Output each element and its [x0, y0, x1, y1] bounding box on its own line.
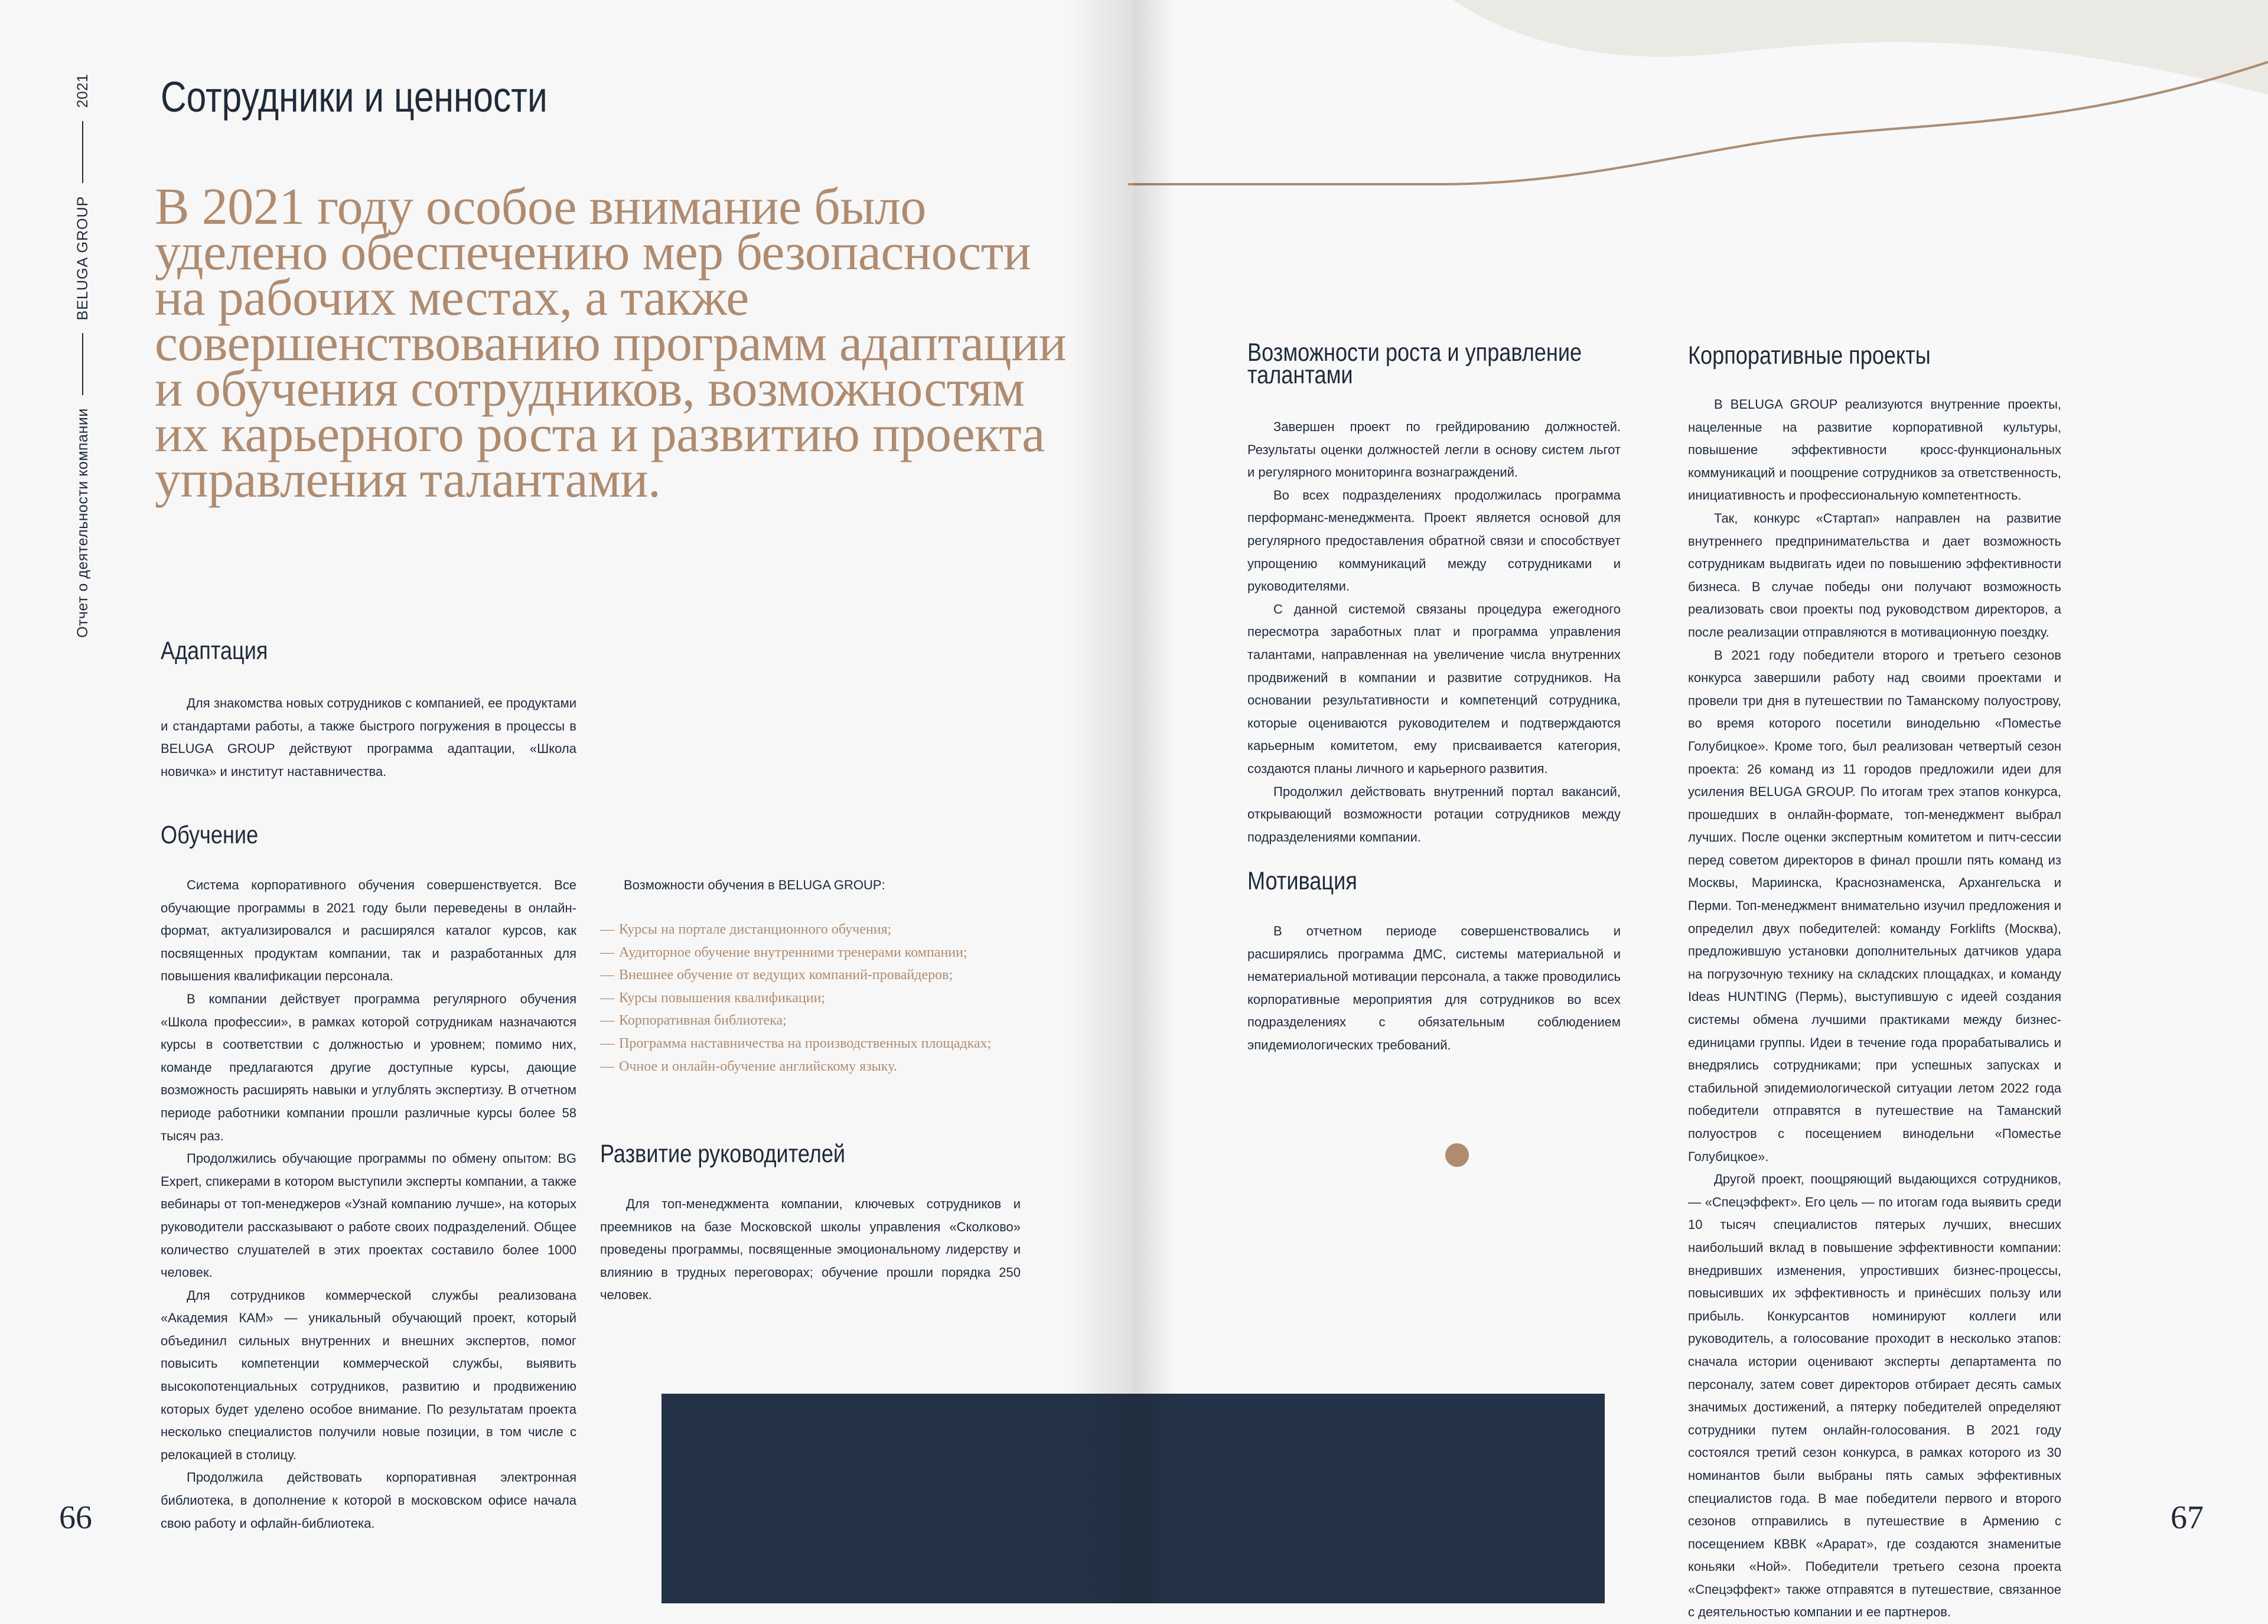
running-head-year: 2021 [74, 74, 91, 108]
paragraph: С данной системой связаны процедура ежегодного пересмотра заработных плат и программа управления талантами, направленная на увеличение числа внутренних продвижений в компании и развитие сотрудников. На основании результативности и компетенций сотрудника, которые оцениваются руководителем и подтверждаются карьерным комитетом, ему присваивается категория, создаются планы личного и карьерного развития. [1247, 601, 1621, 776]
decorative-block-right [1134, 1394, 1605, 1603]
opportunities-list [600, 918, 1031, 1078]
running-head-divider [82, 333, 83, 395]
running-head-brand: BELUGA GROUP [74, 195, 91, 321]
list-item: — Очное и онлайн-обучение английскому языку. [600, 1058, 897, 1074]
wave-shape [1453, 0, 2268, 94]
paragraph: В 2021 году победители второго и третьего сезонов конкурса завершили работу над своими проектами и провели три дня в путешествии по Таманскому полуострову, во время которого посетили винодельню «Поместье Голубицкое». Кроме того, был реализован четвертый сезон проекта: 26 команд из 11 городов предложили идеи для усиления BELUGA GROUP. По итогам трех этапов конкурса, прошедших в онлайн-формате, топ-менеджмент выбрал лучших. После оценки экспертным комитетом и питч-сессии перед советом директоров в финал прошли пять команд из Москвы, Мариинска, Краснознаменска, Архангельска и Перми. Топ-менеджмент внимательно изучил предложения и определил двух победителей: команду Forklifts (Москва), предложившую установки дополнительных датчиков удара на погрузочную технику на складских площадках, и команду Ideas HUNTING (Пермь), выступившую с идеей создания системы обмена лучшими практиками между бизнес-единицами группы. Идеи в течение года прорабатывались и внедрялись сотрудниками; при успешных запусках и стабильной эпидемиологической ситуации летом 2022 года победители отправятся в путешествие на Таманский полуостров с посещением винодельни «Поместье Голубицкое». [1688, 647, 2061, 1164]
running-head-report: Отчет о деятельности компании [74, 408, 91, 638]
decorative-wave [1134, 0, 2268, 201]
paragraph: Продолжились обучающие программы по обмену опытом: BG Expert, спикерами в котором выступили эксперты компании, а также вебинары от топ-менеджеров «Узнай компанию лучше», на которых руководители рассказывают о работе своих подразделений. Общее количество слушателей в этих проектах составило более 1000 человек. [161, 1151, 576, 1280]
decorative-block-left [662, 1394, 1134, 1603]
text-motivation [1247, 920, 1621, 1057]
heading-training: Обучение [161, 821, 259, 849]
opportunities-intro [624, 874, 1037, 897]
text-projects [1688, 393, 2061, 1624]
heading-leaders: Развитие руководителей [600, 1140, 846, 1168]
heading-projects: Корпоративные проекты [1688, 341, 1931, 370]
list-item: — Курсы повышения квалификации; [600, 990, 826, 1006]
lead-quote: В 2021 году особое внимание было уделено обеспечению мер безопасности на рабочих местах, а также совершенствованию программ адаптации и обучения сотрудников, возможностям их карьерного роста и развитию проекта управления талантами. [155, 178, 1067, 508]
paragraph: Во всех подразделениях продолжилась программа перформанс-менеджмента. Проект является основой для регулярного предоставления обратной связи и способствует упрощению коммуникаций между сотрудниками и руководителями. [1247, 487, 1621, 594]
paragraph: Для сотрудников коммерческой службы реализована «Академия КАМ» — уникальный обучающий проект, который объединил сильных внутренних и внешних экспертов, помог повысить компетенции коммерческой службы, выявить высокопотенциальных сотрудников, развитию и продвижению которых будет уделено особое внимание. По результатам проекта несколько специалистов получили новые позиции, в том числе с релокацией в столицу. [161, 1287, 576, 1462]
decorative-dot [1445, 1143, 1469, 1167]
list-item: — Внешнее обучение от ведущих компаний-провайдеров; [600, 967, 953, 983]
paragraph: Для топ-менеджмента компании, ключевых сотрудников и преемников на базе Московской школы управления «Сколково» проведены программы, посвященные эмоциональному лидерству и влиянию в трудных переговорах; обучение прошли порядка 250 человек. [600, 1196, 1021, 1303]
running-head-vertical [71, 47, 94, 638]
spine-shadow-left [1069, 0, 1134, 1603]
paragraph: Продолжил действовать внутренний портал вакансий, открывающий возможности ротации сотрудников между подразделениями компании. [1247, 784, 1621, 844]
text-adaptation [161, 692, 576, 783]
paragraph: В BELUGA GROUP реализуются внутренние проекты, нацеленные на развитие корпоративной культуры, повышение эффективности кросс-функциональных коммуникаций и поощрение сотрудников за ответственность, инициативность и профессиональную компетентность. [1688, 397, 2061, 503]
spine-shadow-right [1134, 0, 1175, 1603]
running-head-divider [82, 121, 83, 183]
list-item: — Аудиторное обучение внутренними тренерами компании; [600, 944, 967, 960]
paragraph: Система корпоративного обучения совершенствуется. Все обучающие программы в 2021 году были переведены в онлайн-формат, актуализировался и расширялся каталог курсов, как посвященных продуктам компании, так и разработанных для повышения квалификации персонала. [161, 878, 576, 984]
paragraph: Так, конкурс «Стартап» направлен на развитие внутреннего предпринимательства и дает возможность сотрудникам выдвигать идеи по повышению эффективности бизнеса. В случае победы они получают возможность реализовать свои проекты под руководством директоров, а после реализации отправляются в мотивационную поездку. [1688, 510, 2061, 640]
page-number-left: 66 [59, 1499, 92, 1536]
page-number-right: 67 [2171, 1499, 2204, 1536]
heading-adaptation: Адаптация [161, 637, 268, 665]
paragraph: Завершен проект по грейдированию должностей. Результаты оценки должностей легли в основу систем льгот и регулярного мониторинга вознаграждений. [1247, 419, 1621, 480]
text-growth [1247, 416, 1621, 849]
paragraph: Продолжила действовать корпоративная электронная библиотека, в дополнение к которой в московском офисе начала свою работу и офлайн-библиотека. [161, 1470, 576, 1531]
list-item: — Программа наставничества на производственных площадках; [600, 1035, 992, 1051]
list-item: — Курсы на портале дистанционного обучения; [600, 922, 892, 937]
heading-growth: Возможности роста и управление талантами [1247, 338, 1582, 389]
paragraph: В отчетном периоде совершенствовались и расширялись программа ДМС, системы материальной и нематериальной мотивации персонала, а также проводились корпоративные мероприятия для сотрудников во всех подразделениях с обязательным соблюдением эпидемиологических требований. [1247, 924, 1621, 1052]
paragraph: Для знакомства новых сотрудников с компанией, ее продуктами и стандартами работы, а также быстрого погружения в процессы в BELUGA GROUP действуют программа адаптации, «Школа новичка» и институт наставничества. [161, 696, 576, 779]
heading-motivation: Мотивация [1247, 867, 1357, 895]
wave-line [1128, 62, 2268, 184]
list-item: — Корпоративная библиотека; [600, 1013, 787, 1029]
paragraph: Возможности обучения в BELUGA GROUP: [624, 878, 885, 892]
text-leaders [600, 1193, 1021, 1307]
paragraph: Другой проект, поощряющий выдающихся сотрудников, — «Спецэффект». Его цель — по итогам года выявить среди 10 тысяч специалистов пятерых лучших, внесших наибольший вклад в повышение эффективности компании: внедривших изменения, упростивших бизнес-процессы, повысивших их эффективность и принёсших пользу или прибыль. Конкурсантов номинируют коллеги или руководитель, а голосование проходит в несколько этапов: сначала истории оценивают эксперты департамента по персоналу, затем совет директоров отбирает десять самых значимых достижений, а пятерку победителей определяют сотрудники путем онлайн-голосования. В 2021 году состоялся третий сезон конкурса, в рамках которого из 30 номинантов были выбраны пять самых эффективных специалистов года. В мае победители первого и второго сезонов отправились в путешествие в Армению с посещением КВВК «Арарат», где создаются знаменитые коньяки «Ной». Победители третьего сезона проекта «Спецэффект» также отправятся в путешествие, связанное с деятельностью компании и ее партнеров. [1688, 1172, 2061, 1620]
right-page [1134, 0, 2268, 1620]
page-title: Сотрудники и ценности [161, 74, 548, 121]
left-page [0, 0, 1134, 1603]
paragraph: В компании действует программа регулярного обучения «Школа профессии», в рамках которой сотрудникам назначаются курсы в соответствии с должностью и уровнем; помимо них, команде предлагаются другие доступные курсы, дающие возможность расширять навыки и углублять экспертизу. В отчетном периоде работники компании прошли различные курсы более 58 тысяч раз. [161, 991, 576, 1143]
text-training [161, 874, 576, 1535]
